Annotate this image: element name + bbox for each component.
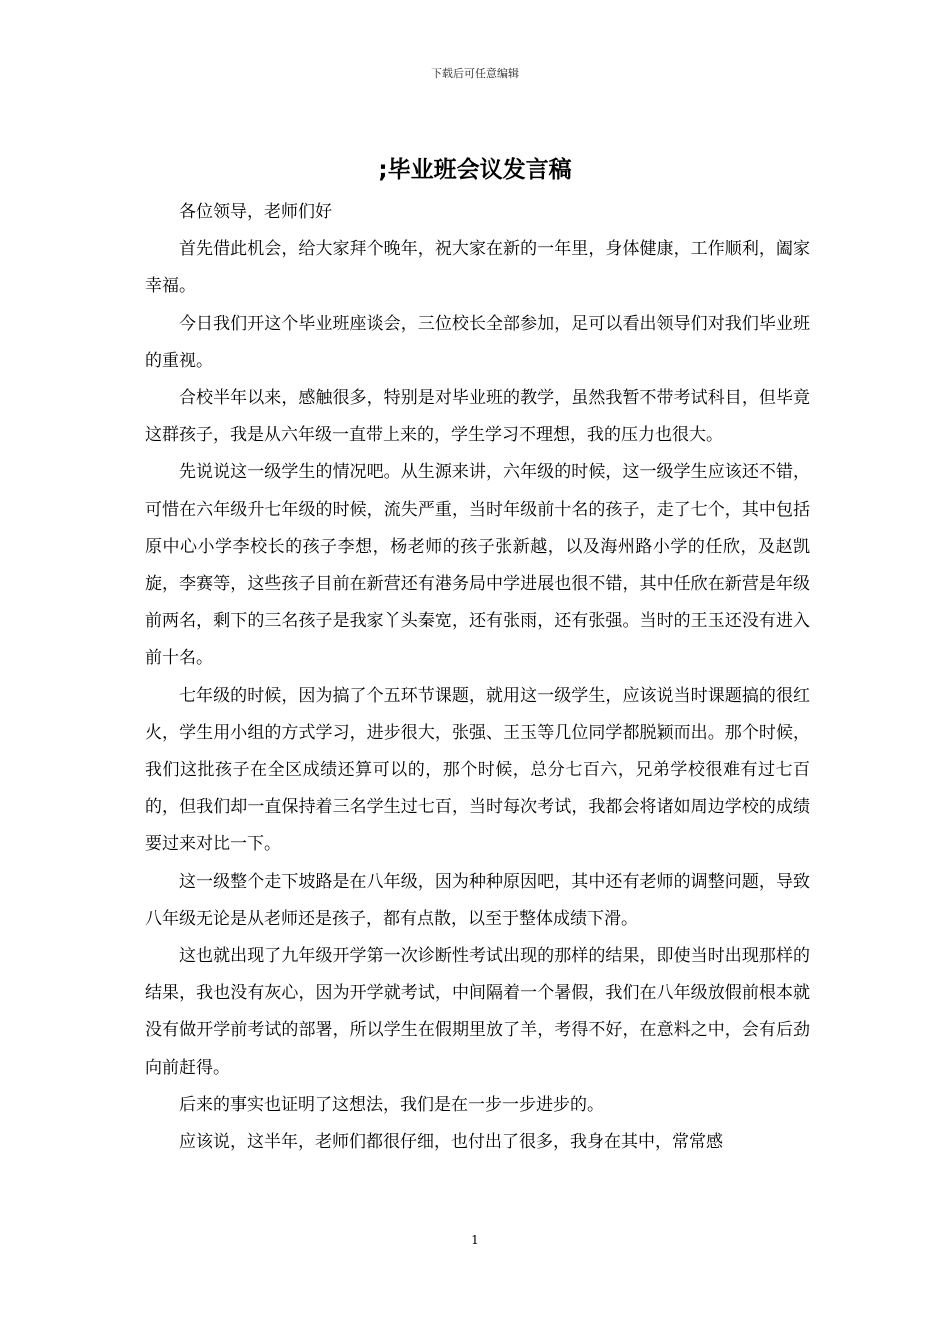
paragraph: 先说说这一级学生的情况吧。从生源来讲，六年级的时候，这一级学生应该还不错，可惜在六年级升七年级的时候，流失严重，当时年级前十名的孩子，走了七个，其中包括原中心小学李校长的孩子李想，杨老师的孩子张新越，以及海州路小学的任欣，及赵凯旋，李赛等，这些孩子目前在新营还有港务局中学进展也很不错，其中任欣在新营是年级前两名，剩下的三名孩子是我家丫头秦宽，还有张雨，还有张强。当时的王玉还没有进入前十名。	[145, 462, 810, 669]
paragraph: 这也就出现了九年级开学第一次诊断性考试出现的那样的结果，即使当时出现那样的结果，我也没有灰心，因为开学就考试，中间隔着一个暑假，我们在八年级放假前根本就没有做开学前考试的部署，所以学生在假期里放了羊，考得不好，在意料之中，会有后劲向前赶得。	[145, 946, 810, 1078]
paragraph-greeting: 各位领导，老师们好	[179, 202, 332, 222]
paragraph: 应该说，这半年，老师们都很仔细，也付出了很多，我身在其中，常常感	[179, 1132, 723, 1153]
paragraph: 七年级的时候，因为搞了个五环节课题，就用这一级学生，应该说当时课题搞的很红火，学生用小组的方式学习，进步很大，张强、王玉等几位同学都脱颖而出。那个时候，我们这批孩子在全区成绩还算可以的，那个时候，总分七百六，兄弟学校很难有过七百的，但我们却一直保持着三名学生过七百，当时每次考试，我都会将诸如周边学校的成绩要过来对比一下。	[145, 685, 810, 855]
page-header: 下载后可任意编辑	[431, 67, 519, 80]
document-body	[145, 194, 810, 1161]
paragraph: 今日我们开这个毕业班座谈会，三位校长全部参加，足可以看出领导们对我们毕业班的重视。	[145, 313, 810, 371]
paragraph: 后来的事实也证明了这想法，我们是在一步一步进步的。	[179, 1094, 604, 1115]
paragraph: 合校半年以来，感触很多，特别是对毕业班的教学，虽然我暂不带考试科目，但毕竟这群孩子，我是从六年级一直带上来的，学生学习不理想，我的压力也很大。	[145, 388, 810, 446]
paragraph: 这一级整个走下坡路是在八年级，因为种种原因吧，其中还有老师的调整问题，导致八年级无论是从老师还是孩子，都有点散，以至于整体成绩下滑。	[145, 871, 810, 929]
page-number: 1	[471, 1233, 479, 1247]
paragraph: 首先借此机会，给大家拜个晚年，祝大家在新的一年里，身体健康，工作顺利，阖家幸福。	[145, 239, 810, 297]
document-title: ;毕业班会议发言稿	[378, 157, 572, 183]
